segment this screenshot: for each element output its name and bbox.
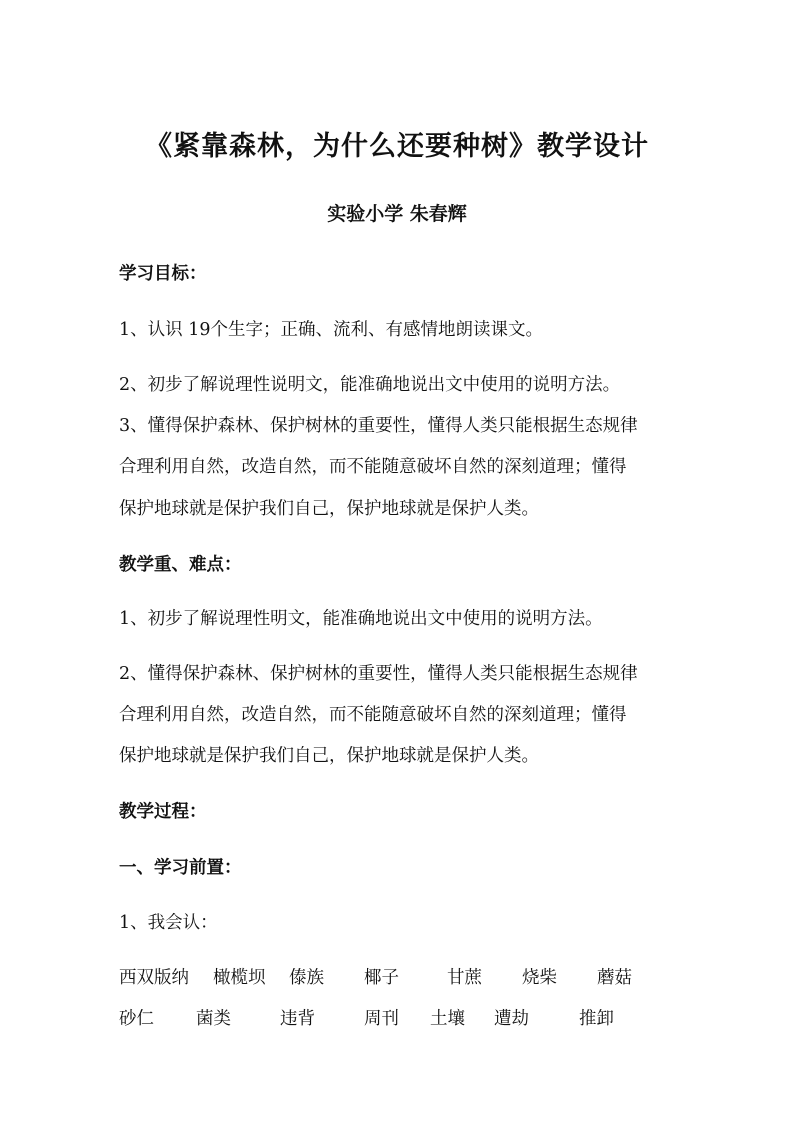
objective-item-1: 1、认识 19个生字；正确、流利、有感情地朗读课文。 [119,320,543,340]
document-title: 《紧靠森林，为什么还要种树》教学设计 [145,131,649,162]
vocab-word: 砂仁 [119,1009,154,1029]
vocab-word: 傣族 [289,968,324,988]
vocab-word: 土壤 [430,1009,465,1029]
key-point-item-2-line-2: 合理利用自然，改造自然，而不能随意破坏自然的深刻道理；懂得 [119,705,627,725]
key-points-heading: 教学重、难点： [119,555,242,575]
author-line: 实验小学 朱春辉 [327,203,467,225]
vocab-word: 推卸 [579,1009,614,1029]
key-point-item-2-line-3: 保护地球就是保护我们自己，保护地球就是保护人类。 [119,746,539,766]
vocab-word: 甘蔗 [447,968,482,988]
vocab-word: 椰子 [364,968,399,988]
section-1-heading: 一、学习前置： [119,858,242,878]
key-point-item-2-line-1: 2、懂得保护森林、保护树林的重要性，懂得人类只能根据生态规律 [119,664,638,684]
vocab-word: 遭劫 [494,1009,529,1029]
key-point-item-1: 1、初步了解说理性明文，能准确地说出文中使用的说明方法。 [119,609,603,629]
vocab-word: 蘑菇 [597,968,632,988]
vocab-word: 西双版纳 [119,968,189,988]
process-heading: 教学过程： [119,802,207,822]
objective-item-2: 2、初步了解说理性说明文，能准确地说出文中使用的说明方法。 [119,375,621,395]
vocab-word: 橄榄坝 [213,968,266,988]
vocab-word: 违背 [280,1009,315,1029]
objectives-heading: 学习目标： [119,264,207,284]
vocab-word: 周刊 [364,1009,399,1029]
objective-item-3-line-2: 合理利用自然，改造自然，而不能随意破坏自然的深刻道理；懂得 [119,457,627,477]
objective-item-3-line-1: 3、懂得保护森林、保护树林的重要性，懂得人类只能根据生态规律 [119,416,638,436]
objective-item-3-line-3: 保护地球就是保护我们自己，保护地球就是保护人类。 [119,499,539,519]
vocab-word: 菌类 [196,1009,231,1029]
vocab-word: 烧柴 [522,968,557,988]
subsection-1-label: 1、我会认： [119,913,218,933]
